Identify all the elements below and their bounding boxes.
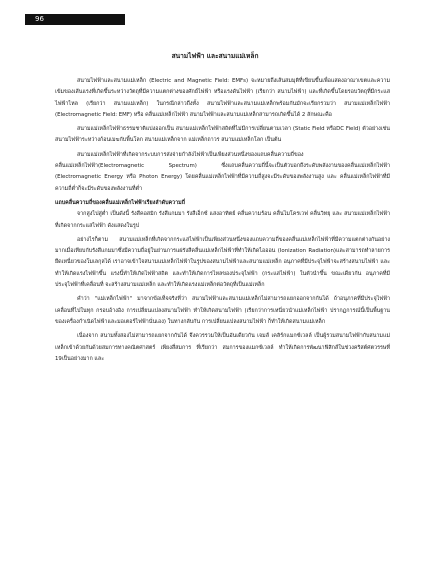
paragraph-maxwell: เนื่องจาก สนามทั้งสองไม่สามารถแยกจากกันได้ จึงควรรวมให้เป็นอันเดียวกัน เจมส์ เคลิร์กแมกซ์เวลล์ เป็นผู้รวมสนามไฟฟ้ากับสนามแม่เหล็กเข้าด้วยกันด้วยสมการทางคณิตศาสตร์ เพียงสี่สมการ ที่เรียกว่า สมการของแมกซ์เวลล์ ทำให้เกิดการพัฒนาฟิสิกส์ในช่วงคริสต์ศตวรรษที่ 19เป็นอย่างมาก และ: [55, 333, 390, 362]
document-body: [55, 76, 390, 365]
paragraph-natural-fields: สนามแม่เหล็กไฟฟ้าธรรมชาติแบ่งออกเป็น สนามแม่เหล็กไฟฟ้าสถิตที่ไม่มีการเปลี่ยนตามเวลา (Static Field หรือDC Field) ตัวอย่างเช่น สนามไฟฟ้าระหว่างก้อนเมฆกับพื้นโลก สนามแม่เหล็กจาก แม่เหล็กถาวร สนามแม่เหล็กโลก เป็นต้น: [55, 126, 390, 144]
page-number: 96: [25, 14, 125, 25]
paragraph-spectrum: สนามแม่เหล็กไฟฟ้าที่เกิดจากระบบการส่งจ่ายกำลังไฟฟ้าเป็นเพียงส่วนหนึ่งของแถบคลื่นความถี่ของคลื่นแม่เหล็กไฟฟ้า(Electromagnetic Spectrum) ซึ่งแถบคลื่นความถี่นี้จะเป็นตัวบอกถึงระดับพลังงานของคลื่นแม่เหล็กไฟฟ้า (Electromagnetic Energy หรือ Photon Energy) โดยคลื่นแม่เหล็กไฟฟ้าที่มีความถี่สูงจะมีระดับของพลังงานสูง และ คลื่นแม่เหล็กไฟฟ้าที่มีความถี่ต่ำก็จะมีระดับของพลังงานที่ต่ำ: [55, 151, 390, 192]
page-title: สนามไฟฟ้า และสนามแม่เหล็ก: [171, 52, 259, 60]
paragraph-frequency-order: จากสูงไปสู่ต่ำ เป็นดังนี้ รังสีคอสมิก รังสีแกมมา รังสีเอ็กซ์ แสงอาทิตย์ คลื่นความร้อน คลื่นไมโครเวฟ คลื่นวิทยุ และ สนามแม่เหล็กไฟฟ้าที่เกิดจากกระแสไฟฟ้า ดังแสดงในรูป: [55, 211, 390, 229]
paragraph-emf-definition: สนามไฟฟ้าและสนามแม่เหล็ก (Electric and Magnetic Field: EMFs) จะหมายถึงเส้นสมมุติที่เขียนขึ้นเพื่อแสดงอาณาเขตและความเข้มของเส้นแรงที่เกิดขึ้นระหว่างวัตถุที่มีความแตกต่างของศักย์ไฟฟ้า หรือแรงดันไฟฟ้า (เรียกว่า สนามไฟฟ้า) และที่เกิดขึ้นโดยรอบวัตถุที่มีกระแสไฟฟ้าไหล (เรียกว่า สนามแม่เหล็ก) ในกรณีกล่าวถึงทั้ง สนามไฟฟ้าและสนามแม่เหล็กพร้อมกันมักจะเรียกรวมว่า สนามแม่เหล็กไฟฟ้า (Electromagnetic Field: EMF) หรือ คลื่นแม่เหล็กไฟฟ้า สนามไฟฟ้าและสนามแม่เหล็กสามารถเกิดขึ้นได้ 2 ลักษณะคือ: [55, 78, 390, 118]
paragraph-ionization: อย่างไรก็ตาม สนามแม่เหล็กที่เกิดจากกระแสไฟฟ้าเป็นเพียงส่วนหนึ่งของแถบความถี่ของคลื่นแม่เหล็กไฟฟ้าที่มีความแตกต่างกันอย่างมากเมื่อเทียบกับรังสีแกมมาซึ่งมีความถี่อยู่ในย่านการแผ่รังสีคลื่นแม่เหล็กไฟฟ้าที่ทำให้เกิดไอออน (Ionization Radiation)และสามารถทำลายการยึดเหนี่ยวของโมเลกุลได้ เราอาจเข้าใจสนามแม่เหล็กไฟฟ้าในรูปของสนามไฟฟ้าและสนามแม่เหล็ก อนุภาคที่มีประจุไฟฟ้าจะสร้างสนามไฟฟ้า และทำให้เกิดแรงไฟฟ้าขึ้น แรงนี้ทำให้เกิดไฟฟ้าสถิต และทำให้เกิดการไหลของประจุไฟฟ้า (กระแสไฟฟ้า) ในตัวนำขึ้น ขณะเดียวกัน อนุภาคที่มีประจุไฟฟ้าที่เคลื่อนที่ จะสร้างสนามแม่เหล็ก และทำให้เกิดแรงแม่เหล็กต่อวัตถุที่เป็นแม่เหล็ก: [55, 236, 390, 289]
section-subheading: แถบคลื่นความถี่ของคลื่นแม่เหล็กไฟฟ้าเรียงลำดับความถี่: [55, 199, 186, 206]
paragraph-electromagnetic-term: คำว่า "แม่เหล็กไฟฟ้า" มาจากข้อเท็จจริงที่ว่า สนามไฟฟ้าและสนามแม่เหล็กไม่สามารถแยกออกจากกันได้ ถ้าอนุภาคที่มีประจุไฟฟ้าเคลื่อนที่ไปในทุก กรอบอ้างอิง การเปลี่ยนแปลงสนามไฟฟ้า ทำให้เกิดสนามไฟฟ้า (เรียกว่าการเหนี่ยวนำแม่เหล็กไฟฟ้า ปรากฏการณ์นี้เป็นพื้นฐานของเครื่องกำเนิดไฟฟ้าและมอเตอร์ไฟฟ้านั่นเอง) ในทางกลับกัน การเปลี่ยนแปลงสนามไฟฟ้า ก็ทำให้เกิดสนามแม่เหล็ก: [55, 296, 390, 325]
